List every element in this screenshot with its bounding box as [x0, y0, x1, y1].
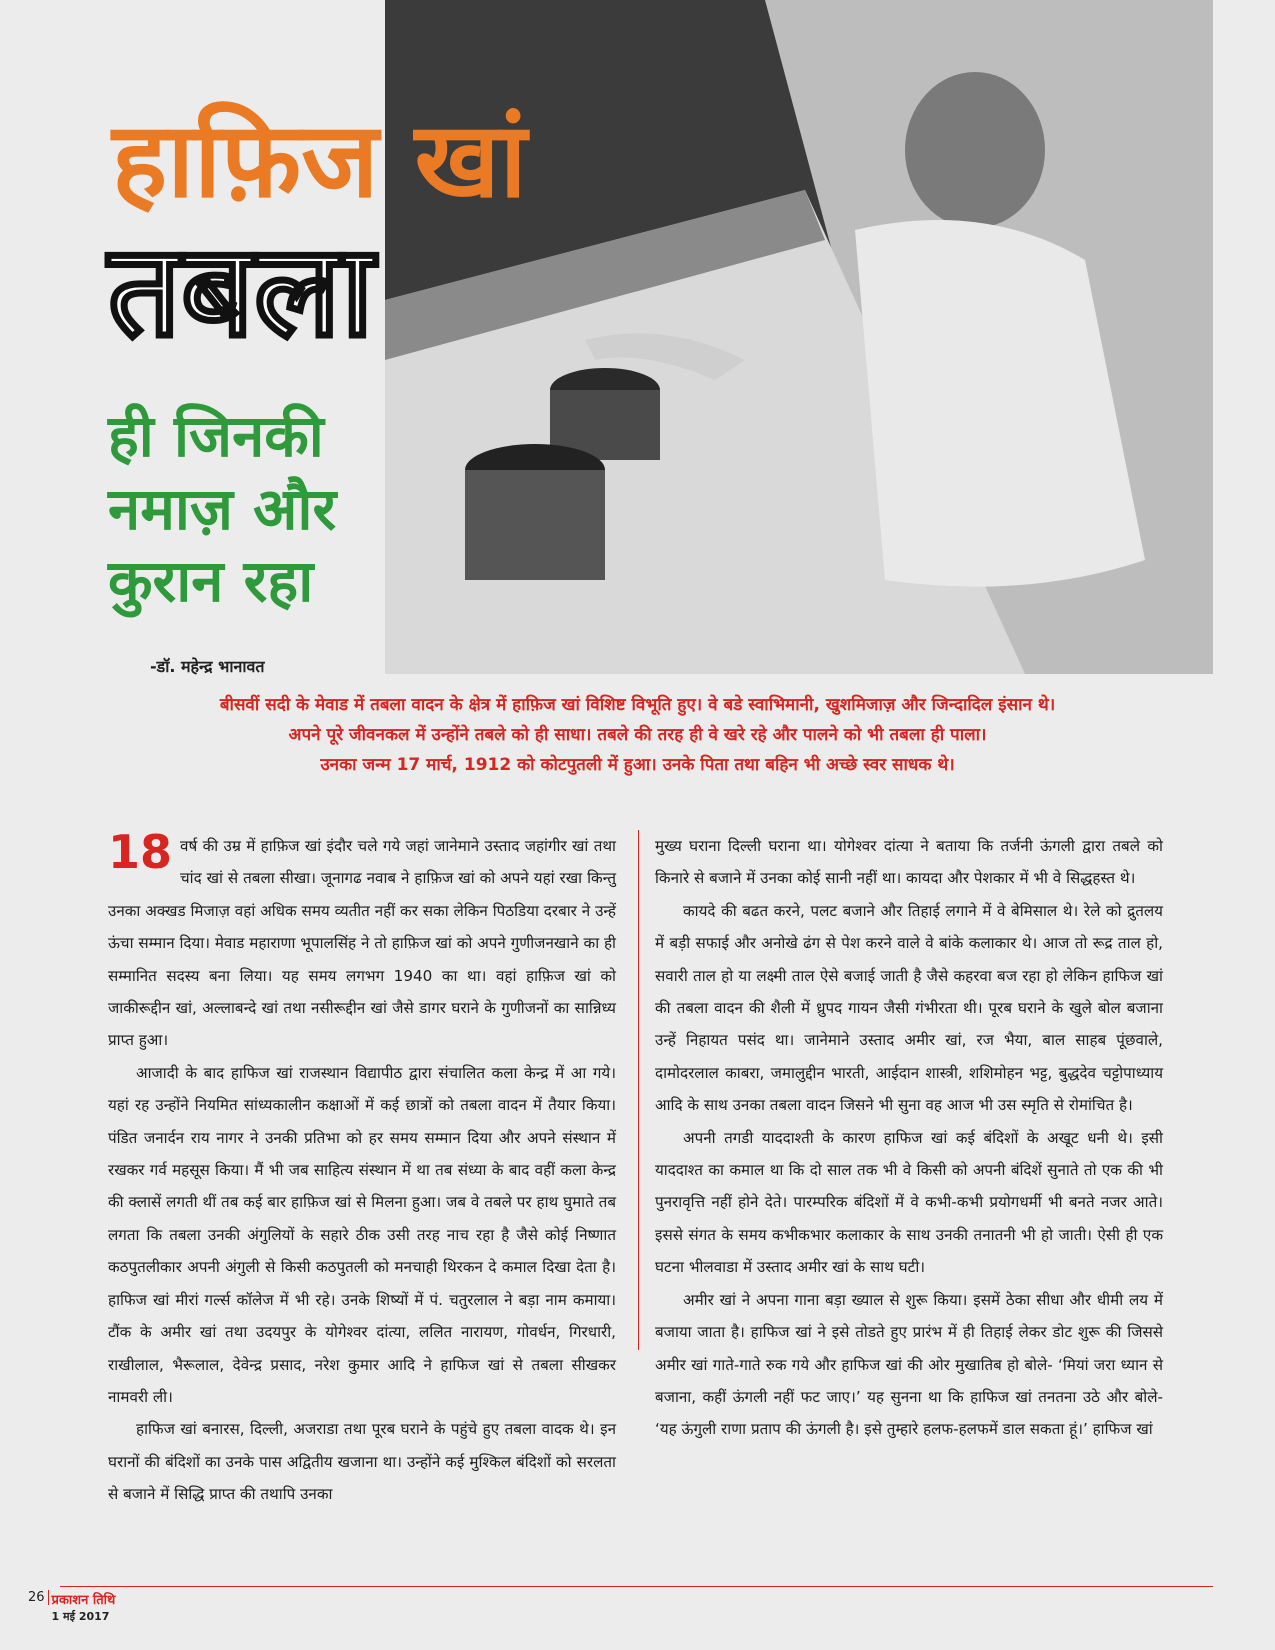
intro-line: बीसवीं सदी के मेवाड में तबला वादन के क्षेत्र में हाफ़िज खां विशिष्ट विभूति हुए। वे बडे स्वाभिमानी, खुशमिजाज़ और जिन्दादिल इंसान थे।: [219, 695, 1056, 715]
headline-tabla: तबला: [108, 217, 374, 366]
headline-subtitle: [108, 400, 336, 618]
footer-rule: [60, 1586, 1213, 1587]
page-footer: [28, 1590, 115, 1624]
subtitle-line: ही जिनकी: [108, 402, 324, 470]
headline-name: हाफ़िज खां: [112, 99, 527, 221]
article-column-right: [655, 830, 1163, 1446]
subtitle-line: कुरान रहा: [108, 547, 314, 615]
article-paragraph: कायदे की बढत करने, पलट बजाने और तिहाई लगाने में वे बेमिसाल थे। रेले को द्रुतलय में बड़ी सफाई और अनोखे ढंग से पेश करने वाले वे बांके कलाकार थे। आज तो रूद्र ताल हो, सवारी ताल हो या लक्ष्मी ताल ऐसे बजाई जाती है जैसे कहरवा बज रहा हो लेकिन हाफिज खां की तबला वादन की शैली में ध्रुपद गायन जैसी गंभीरता थी। पूरब घराने के खुले बोल बजाना उन्हें निहायत पसंद था। जानेमाने उस्ताद अमीर खां, रज भैया, बाल साहब पूंछवाले, दामोदरलाल काबरा, जमालुद्दीन भारती, आईदान शास्त्री, शशिमोहन भट्ट, बुद्धदेव चट्टोपाध्याय आदि के साथ उनका तबला वादन जिसने भी सुना वह आज भी उस स्मृति से रोमांचित है।: [655, 901, 1163, 1115]
intro-line: उनका जन्म 17 मार्च, 1912 को कोटपुतली में हुआ। उनके पिता तथा बहिन भी अच्छे स्वर साधक थे।: [320, 755, 955, 775]
article-paragraph: अपनी तगडी याददाश्ती के कारण हाफिज खां कई बंदिशों के अखूट धनी थे। इसी याददाश्त का कमाल था कि दो साल तक भी वे किसी को अपनी बंदिशें सुनाते तो एक की भी पुनरावृत्ति नहीं होने देते। पारम्परिक बंदिशों में वे कभी-कभी प्रयोगधर्मी भी बनते नजर आते। इससे संगत के समय कभीकभार कलाकार के साथ उनकी तनातनी भी हो जाती। ऐसी ही एक घटना भीलवाडा में उस्ताद अमीर खां के साथ घटी।: [655, 1128, 1163, 1277]
intro-summary: [60, 690, 1215, 780]
article-paragraph: अमीर खां ने अपना गाना बड़ा ख्याल से शुरू किया। इसमें ठेका सीधा और धीमी लय में बजाया जाता है। हाफिज खां ने इसे तोडते हुए प्रारंभ में ही तिहाई लेकर डोट शुरू की जिससे अमीर खां गाते-गाते रुक गये और हाफिज खां की ओर मुखातिब हो बोले- ‘मियां जरा ध्यान से बजाना, कहीं ऊंगली नहीं फट जाए।’ यह सुनना था कि हाफिज खां तनतना उठे और बोले- ‘यह ऊंगुली राणा प्रताप की ऊंगली है। इसे तुम्हारे हलफ-हलफमें डाल सकता हूं।’ हाफिज खां: [655, 1290, 1163, 1439]
issue-date: 1 मई 2017: [51, 1610, 110, 1623]
article-paragraph: हाफिज खां बनारस, दिल्ली, अजराडा तथा पूरब घराने के पहुंचे हुए तबला वादक थे। इन घरानों की बंदिशों का उनके पास अद्वितीय खजाना था। उन्होंने कई मुश्किल बंदिशों को सरलता से बजाने में सिद्धि प्राप्त की तथापि उनका: [108, 1420, 616, 1504]
magazine-name: प्रकाशन तिथि: [51, 1593, 116, 1608]
article-paragraph: मुख्य घराना दिल्ली घराना था। योगेश्वर दांत्या ने बताया कि तर्जनी ऊंगली द्वारा तबले को किनारे से बजाने में उनका कोई सानी नहीं था। कायदा और पेशकार में भी वे सिद्धहस्त थे।: [655, 837, 1163, 888]
article-paragraph: आजादी के बाद हाफिज खां राजस्थान विद्यापीठ द्वारा संचालित कला केन्द्र में आ गये। यहां रह उन्होंने नियमित सांध्यकालीन कक्षाओं में कई छात्रों को तबला वादन में तैयार किया। पंडित जनार्दन राय नागर ने उनकी प्रतिभा को हर समय सम्मान दिया और अपने संस्थान में रखकर गर्व महसूस किया। मैं भी जब साहित्य संस्थान में था तब संध्या के बाद वहीं कला केन्द्र की क्लासें लगती थीं तब कई बार हाफ़िज खां से मिलना हुआ। जब वे तबले पर हाथ घुमाते तब लगता कि तबला उनकी अंगुलियों के सहारे ठीक उसी तरह नाच रहा है जैसे कोई निष्णात कठपुतलीकार अपनी अंगुली से किसी कठपुतली को मनचाही थिरकन दे कमाल दिखा देता है। हाफिज खां मीरां गर्ल्स कॉलेज में भी रहे। उनके शिष्यों में पं. चतुरलाल ने बड़ा नाम कमाया। टौंक के अमीर खां तथा उदयपुर के योगेश्वर दांत्या, ललित नारायण, गोवर्धन, गिरधारी, राखीलाल, भैरूलाल, देवेन्द्र प्रसाद, नरेश कुमार आदि ने हाफिज खां से तबला सीखकर नामवरी ली।: [108, 1063, 617, 1406]
column-divider: [638, 830, 639, 1350]
author-byline: -डॉ. महेन्द्र भानावत: [150, 657, 265, 676]
page-number: 26: [28, 1590, 49, 1605]
subtitle-line: नमाज़ और: [108, 474, 337, 543]
paragraph-text: वर्ष की उम्र में हाफ़िज खां इंदौर चले गये जहां जानेमाने उस्ताद जहांगीर खां तथा चांद खां से तबला सीखा। जूनागढ नवाब ने हाफ़िज खां को अपने यहां रखा किन्तु उनका अक्खड मिजाज़ वहां अधिक समय व्यतीत नहीं कर सका लेकिन पिठडिया दरबार ने उन्हें ऊंचा सम्मान दिया। मेवाड महाराणा भूपालसिंह ने तो हाफ़िज खां को अपने गुणीजनखाने का ही सम्मानित सदस्य बना लिया। यह समय लगभग 1940 का था। वहां हाफ़िज खां को जाकीरूद्दीन खां, अल्लाबन्दे खां तथा नसीरूद्दीन खां जैसे डागर घराने के गुणीजनों का सान्निध्य प्राप्त हुआ।: [108, 837, 616, 1050]
article-column-left: [108, 825, 617, 1511]
drop-cap: 18: [108, 825, 173, 879]
article-paragraph: [108, 825, 616, 1057]
intro-line: अपने पूरे जीवनकल में उन्होंने तबले को ही साधा। तबले की तरह ही वे खरे रहे और पालने को भी तबला ही पाला।: [288, 725, 987, 745]
